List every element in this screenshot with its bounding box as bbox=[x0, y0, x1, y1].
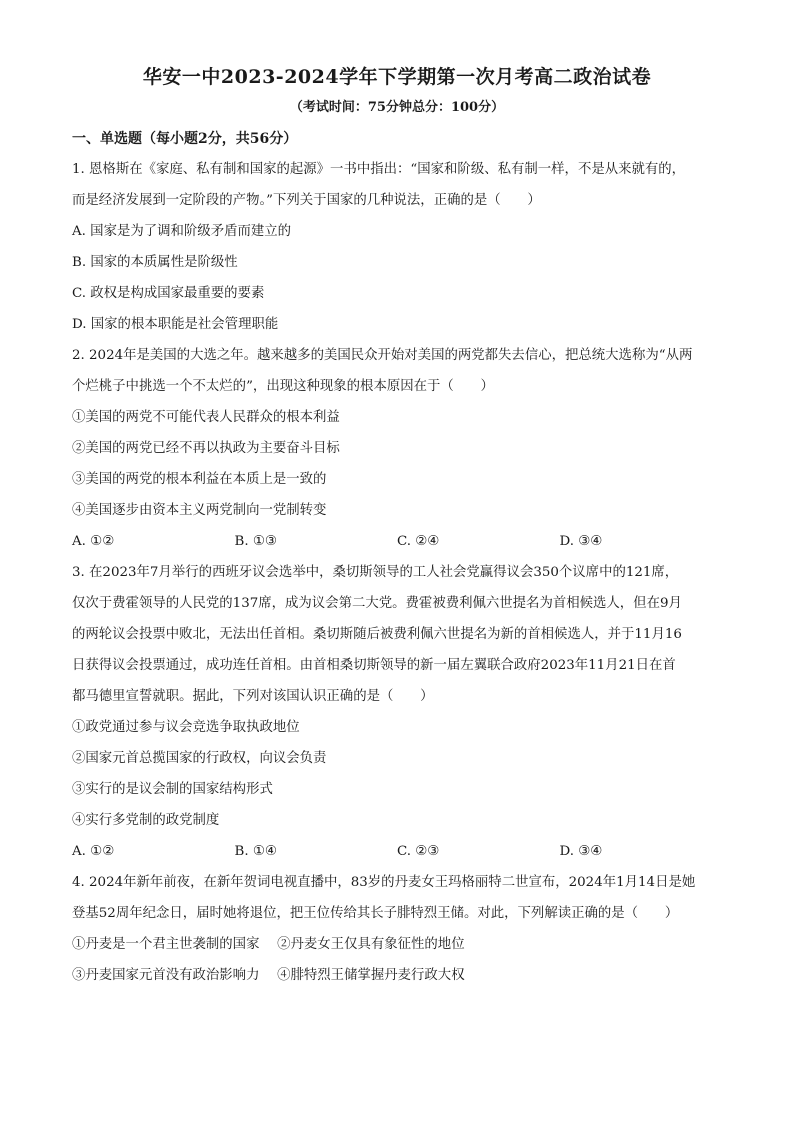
statement: ①丹麦是一个君主世袭制的国家 ②丹麦女王仅具有象征性的地位 bbox=[72, 937, 465, 952]
statement: ③美国的两党的根本利益在本质上是一致的 bbox=[72, 472, 327, 487]
exam-title: 华安一中2023-2024学年下学期第一次月考高二政治试卷 bbox=[142, 66, 652, 88]
answer-choices bbox=[72, 526, 722, 557]
statement: ②美国的两党已经不再以执政为主要奋斗目标 bbox=[72, 441, 340, 456]
question-stem-line: 个烂桃子中挑选一个不太烂的”，出现这种现象的根本原因在于（ ） bbox=[72, 379, 494, 394]
question-stem-line: 仅次于费霍领导的人民党的137席，成为议会第二大党。费霍被费利佩六世提名为首相候选人，但在9月 bbox=[72, 596, 682, 611]
question-2 bbox=[72, 340, 722, 557]
choice-a: A. ①② bbox=[72, 534, 115, 549]
choice-c: C. ②③ bbox=[397, 844, 440, 859]
choice-d: D. ③④ bbox=[559, 844, 603, 859]
choice-a: A. ①② bbox=[72, 844, 115, 859]
choice-b: B. ①④ bbox=[234, 844, 277, 859]
statement: ④实行多党制的政党制度 bbox=[72, 813, 220, 828]
question-stem-line: 4. 2024年新年前夜，在新年贺词电视直播中，83岁的丹麦女王玛格丽特二世宣布，2024年1月14日是她 bbox=[72, 875, 696, 890]
answer-option: B. 国家的本质属性是阶级性 bbox=[72, 255, 238, 270]
statement: ①政党通过参与议会竞选争取执政地位 bbox=[72, 720, 300, 735]
statement: ④美国逐步由资本主义两党制向一党制转变 bbox=[72, 503, 327, 518]
choice-d: D. ③④ bbox=[559, 534, 603, 549]
choice-c: C. ②④ bbox=[397, 534, 440, 549]
question-4 bbox=[72, 867, 722, 991]
question-stem-line: 1. 恩格斯在《家庭、私有制和国家的起源》一书中指出：“国家和阶级、私有制一样，不是从来就有的， bbox=[72, 162, 686, 177]
exam-subtitle: （考试时间：75分钟总分：100分） bbox=[289, 100, 505, 115]
statement: ②国家元首总揽国家的行政权，向议会负责 bbox=[72, 751, 327, 766]
question-3 bbox=[72, 557, 722, 867]
question-stem-line: 3. 在2023年7月举行的西班牙议会选举中，桑切斯领导的工人社会党赢得议会350个议席中的121席， bbox=[72, 565, 679, 580]
statement: ①美国的两党不可能代表人民群众的根本利益 bbox=[72, 410, 340, 425]
question-stem-line: 都马德里宣誓就职。据此，下列对该国认识正确的是（ ） bbox=[72, 689, 434, 704]
section-heading: 一、单选题（每小题2分，共56分） bbox=[72, 131, 298, 147]
answer-option: D. 国家的根本职能是社会管理职能 bbox=[72, 317, 279, 332]
choice-b: B. ①③ bbox=[234, 534, 277, 549]
statement: ③实行的是议会制的国家结构形式 bbox=[72, 782, 273, 797]
question-stem-line: 2. 2024年是美国的大选之年。越来越多的美国民众开始对美国的两党都失去信心，把总统大选称为“从两 bbox=[72, 348, 693, 363]
question-stem-line: 登基52周年纪念日，届时她将退位，把王位传给其长子腓特烈王储。对此，下列解读正确的是（ ） bbox=[72, 906, 679, 921]
question-1 bbox=[72, 154, 722, 340]
answer-option: A. 国家是为了调和阶级矛盾而建立的 bbox=[72, 224, 292, 239]
question-stem-line: 日获得议会投票通过，成功连任首相。由首相桑切斯领导的新一届左翼联合政府2023年11月21日在首 bbox=[72, 658, 676, 673]
question-stem-line: 的两轮议会投票中败北，无法出任首相。桑切斯随后被费利佩六世提名为新的首相候选人，并于11月16 bbox=[72, 627, 682, 642]
statement: ③丹麦国家元首没有政治影响力 ④腓特烈王储掌握丹麦行政大权 bbox=[72, 968, 465, 983]
answer-option: C. 政权是构成国家最重要的要素 bbox=[72, 286, 265, 301]
answer-choices bbox=[72, 836, 722, 867]
question-stem-line: 而是经济发展到一定阶段的产物。”下列关于国家的几种说法，正确的是（ ） bbox=[72, 193, 541, 208]
